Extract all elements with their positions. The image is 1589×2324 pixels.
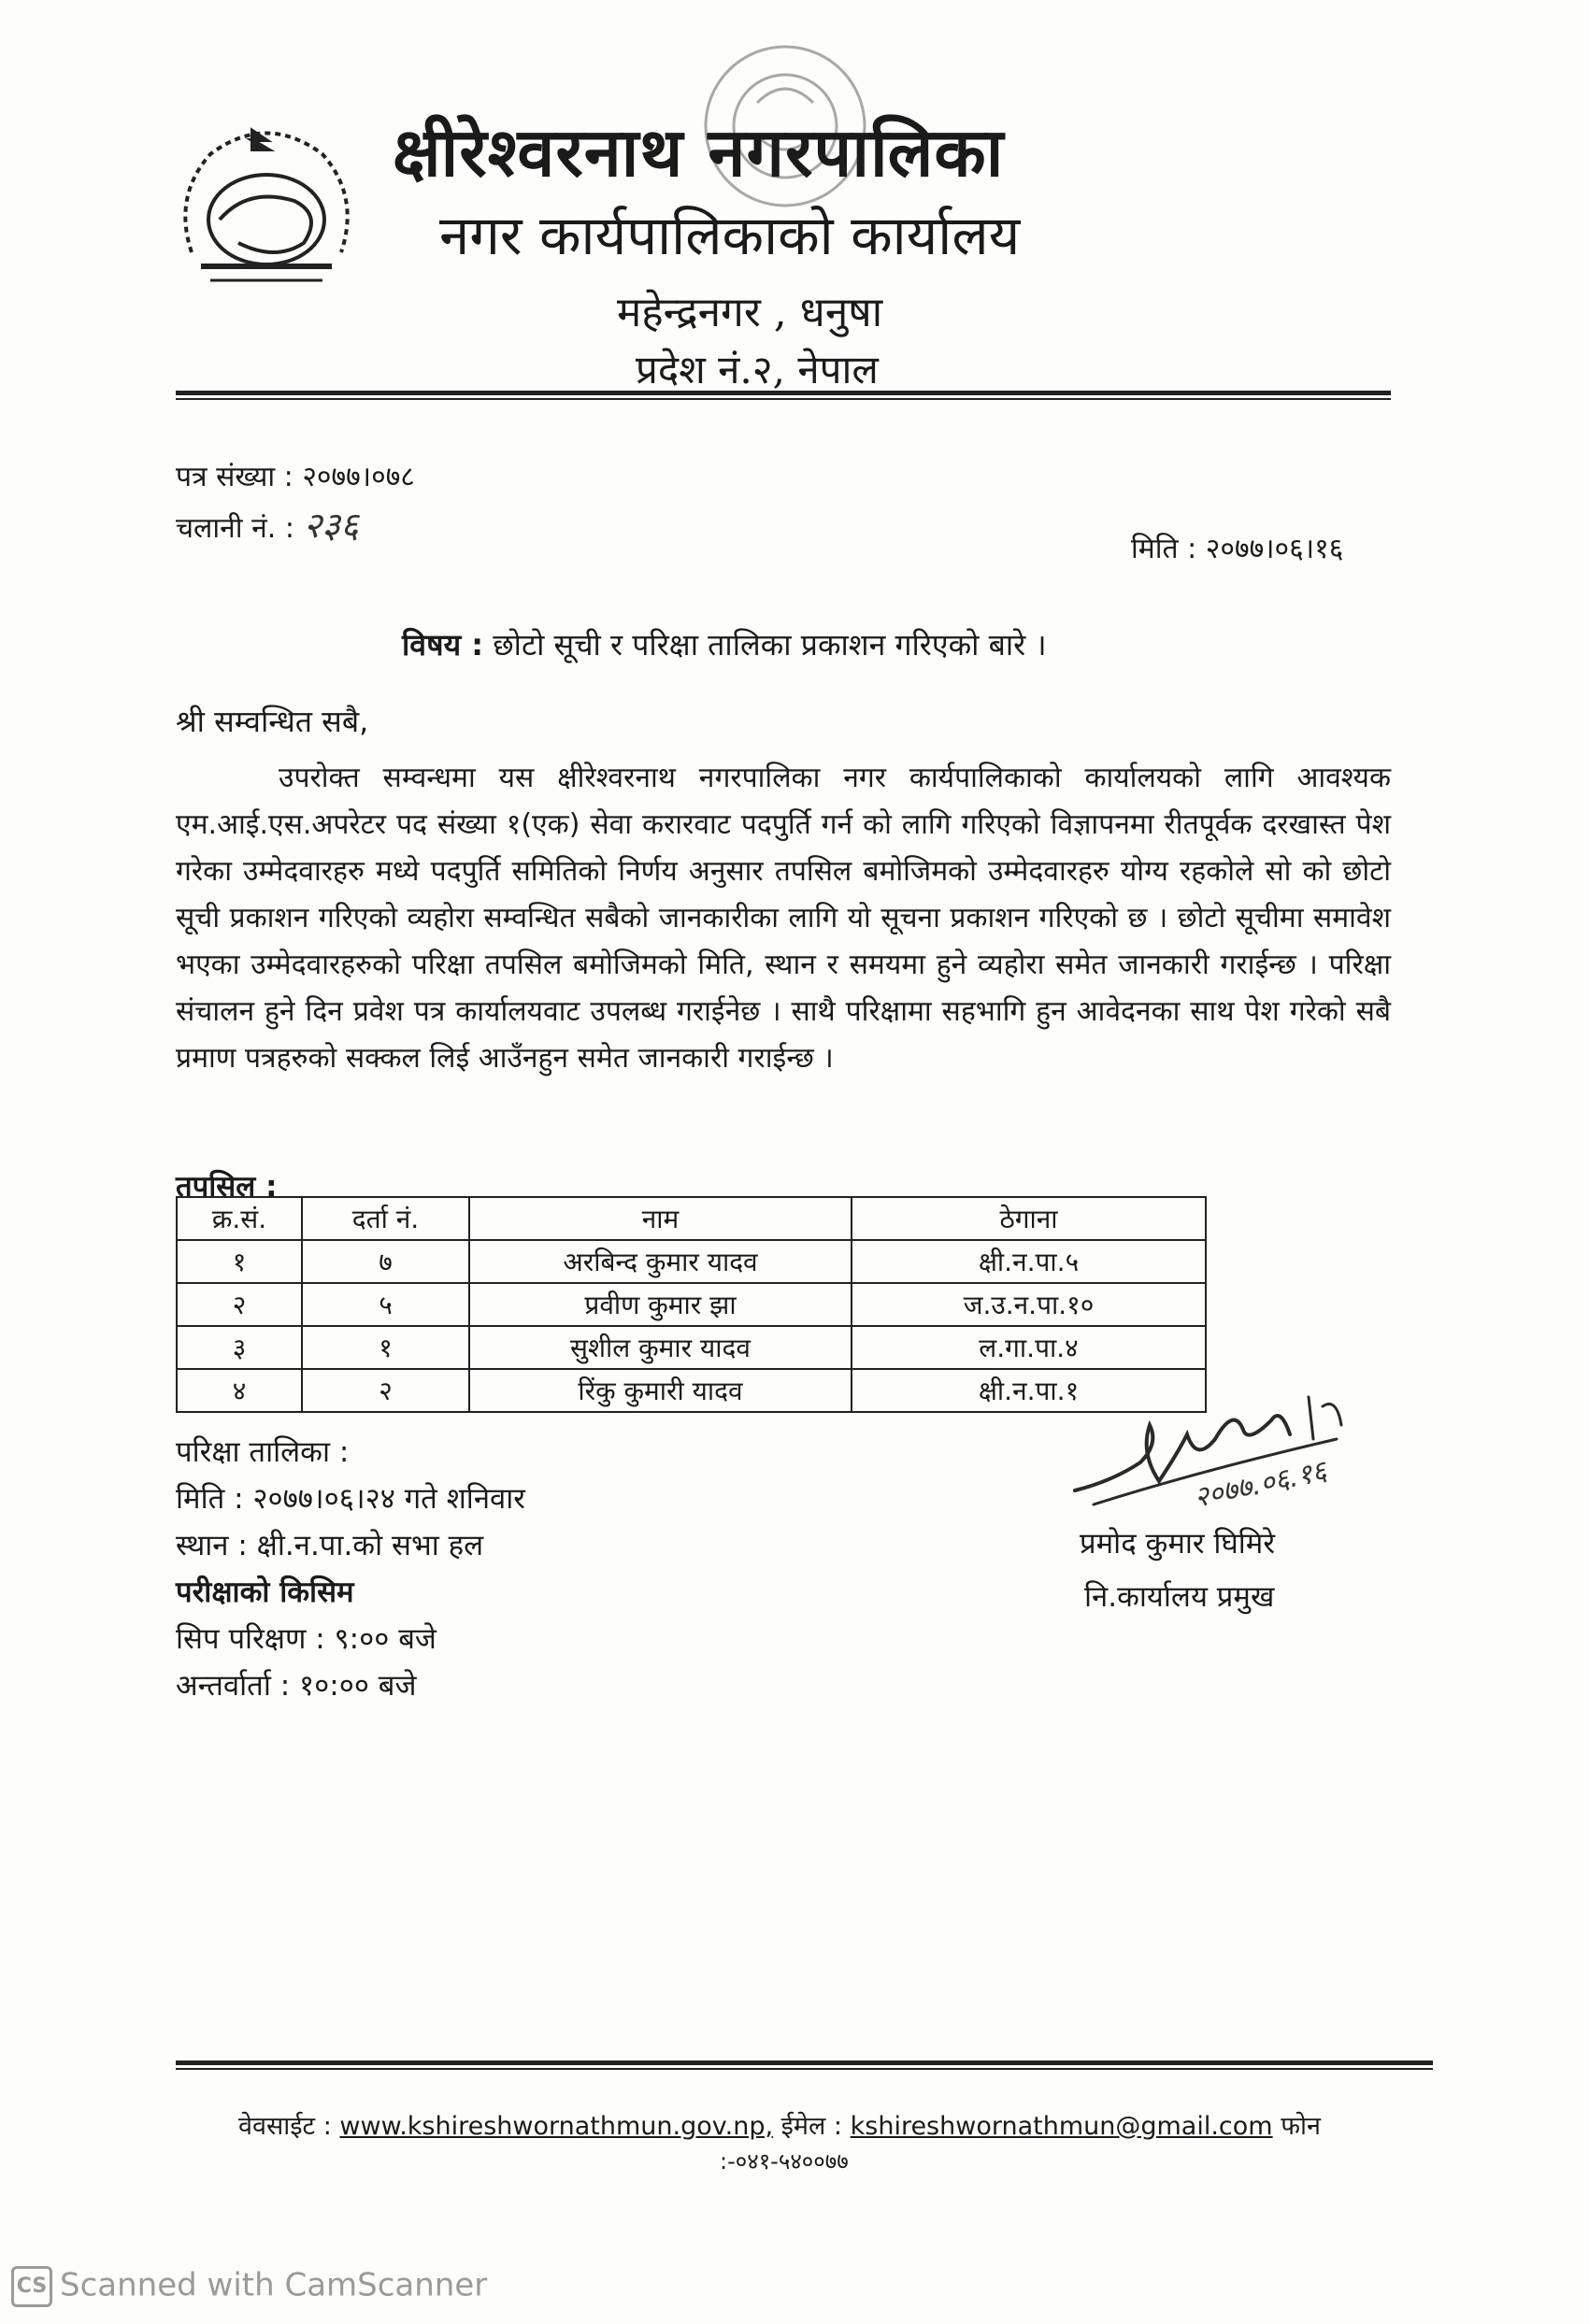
camscanner-watermark [11, 2266, 487, 2307]
municipality-title: क्षीरेश्वरनाथ नगरपालिका [393, 112, 1005, 192]
office-subtitle: नगर कार्यपालिकाको कार्यालय [439, 204, 1021, 267]
table-cell: सुशील कुमार यादव [469, 1326, 852, 1369]
table-cell: क्षी.न.पा.५ [852, 1240, 1206, 1283]
table-cell: २ [302, 1369, 469, 1412]
table-cell: ७ [302, 1240, 469, 1283]
table-cell: प्रवीण कुमार झा [469, 1283, 852, 1326]
table-cell: ५ [302, 1283, 469, 1326]
signatory-name: प्रमोद कुमार घिमिरे [1080, 1527, 1276, 1561]
letter-date-value: २०७७।०६।१६ [1205, 533, 1344, 565]
table-row [177, 1326, 1206, 1369]
dispatch-number [176, 500, 359, 549]
table-header: ठेगाना [852, 1197, 1206, 1240]
body-paragraph: उपरोक्त सम्वन्धमा यस क्षीरेश्वरनाथ नगरपालिका नगर कार्यपालिकाको कार्यालयको लागि आवश्यक एम.आई.एस.अपरेटर पद संख्या १(एक) सेवा करारवाट पदपुर्ति गर्न को लागि गरिएको विज्ञापनमा रीतपूर्वक दरखास्त पेश गरेका उम्मेदवारहरु मध्ये पदपुर्ति समितिको निर्णय अनुसार तपसिल बमोजिमको उम्मेदवारहरु योग्य रहकोले सो को छोटो सूची प्रकाशन गरिएको व्यहोरा सम्वन्धित सबैको जानकारीका लागि यो सूचना प्रकाशन गरिएको छ । छोटो सूचीमा समावेश भएका उम्मेदवारहरुको परिक्षा तपसिल बमोजिमको मिति, स्थान र समयमा हुने व्यहोरा समेत जानकारी गराईन्छ । परिक्षा संचालन हुने दिन प्रवेश पत्र कार्यालयवाट उपलब्ध गराईनेछ । साथै परिक्षामा सहभागि हुन आवेदनका साथ पेश गरेको सबै प्रमाण पत्रहरुको सक्कल लिई आउँनहुन समेत जानकारी गराईन्छ । [176, 762, 1391, 1075]
address-line-2: प्रदेश नं.२, नेपाल [636, 347, 879, 392]
footer-contact [238, 2107, 1321, 2142]
nepal-emblem-logo [164, 112, 369, 318]
letter-number [176, 456, 415, 494]
exam-interview: अन्तर्वार्ता : १०:०० बजे [176, 1669, 417, 1703]
letter-number-label: पत्र संख्या : [176, 461, 293, 493]
dispatch-number-value: २३६ [303, 505, 359, 546]
subject-label: विषय : [402, 627, 484, 663]
phone-label: फोन [1281, 2112, 1321, 2141]
table-cell: अरबिन्द कुमार यादव [469, 1240, 852, 1283]
details-label: तपसिल : [176, 1170, 278, 1204]
exam-type-title: परीक्षाको किसिम [176, 1575, 354, 1609]
email-link[interactable]: kshireshwornathmun@gmail.com [850, 2112, 1273, 2141]
exam-date: मिति : २०७७।०६।२४ गते शनिवार [176, 1482, 525, 1516]
table-header: नाम [469, 1197, 852, 1240]
table-header-row [177, 1197, 1206, 1240]
subject-text: छोटो सूची र परिक्षा तालिका प्रकाशन गरिएको बारे । [493, 627, 1047, 663]
salutation: श्री सम्वन्धित सबै, [176, 704, 369, 739]
table-cell: १ [302, 1326, 469, 1369]
table-cell: ४ [177, 1369, 302, 1412]
footer-divider [176, 2060, 1433, 2070]
table-header: दर्ता नं. [302, 1197, 469, 1240]
table-row [177, 1240, 1206, 1283]
website-link[interactable]: www.kshireshwornathmun.gov.np, [339, 2112, 774, 2141]
website-label: वेवसाईट : [238, 2112, 332, 2141]
letter-date [1131, 528, 1343, 566]
subject-line [402, 624, 1047, 664]
table-row [177, 1283, 1206, 1326]
table-row [177, 1369, 1206, 1412]
table-cell: क्षी.न.पा.१ [852, 1369, 1206, 1412]
table-cell: ३ [177, 1326, 302, 1369]
table-cell: ल.गा.पा.४ [852, 1326, 1206, 1369]
header-divider [176, 391, 1391, 400]
shortlist-table [176, 1196, 1207, 1413]
letter-date-label: मिति : [1131, 533, 1197, 565]
exam-skill-test: सिप परिक्षण : ९:०० बजे [176, 1622, 437, 1656]
table-cell: २ [177, 1283, 302, 1326]
dispatch-number-label: चलानी नं. : [176, 512, 294, 545]
camscanner-logo-icon: CS [11, 2266, 52, 2307]
signature-date: २०७७.०६.१६ [1191, 1454, 1330, 1515]
table-cell: ज.उ.न.पा.१० [852, 1283, 1206, 1326]
camscanner-text: Scanned with CamScanner [60, 2266, 488, 2304]
address-line-1: महेन्द्रनगर , धनुषा [617, 289, 883, 336]
table-header: क्र.सं. [177, 1197, 302, 1240]
exam-venue: स्थान : क्षी.न.पा.को सभा हल [176, 1529, 484, 1562]
table-cell: १ [177, 1240, 302, 1283]
exam-schedule-title: परिक्षा तालिका : [176, 1435, 350, 1469]
email-label: ईमेल : [780, 2112, 843, 2141]
signatory-post: नि.कार्यालय प्रमुख [1084, 1580, 1275, 1614]
letter-number-value: २०७७।०७८ [302, 461, 415, 493]
phone-number: :-०४१-५४००७७ [720, 2148, 849, 2174]
table-cell: रिंकु कुमारी यादव [469, 1369, 852, 1412]
